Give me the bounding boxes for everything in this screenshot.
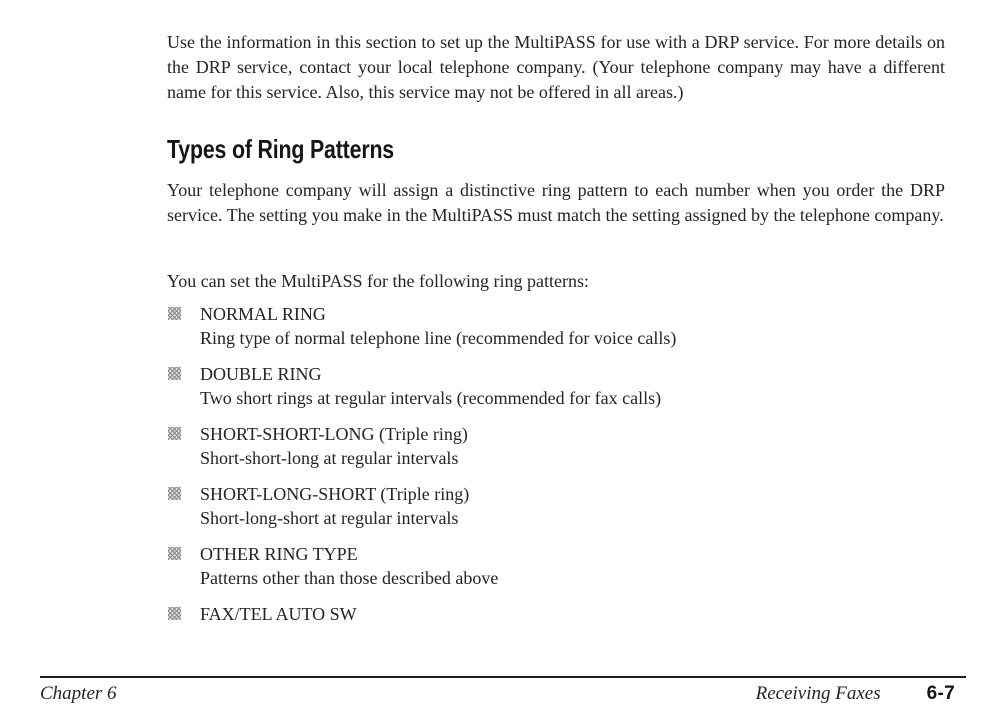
- ring-pattern-description: Two short rings at regular intervals (recommended for fax calls): [200, 388, 662, 408]
- list-intro: You can set the MultiPASS for the following ring patterns:: [167, 271, 589, 291]
- ring-pattern-name: OTHER RING TYPE: [200, 544, 358, 564]
- list-item: [167, 602, 945, 626]
- square-bullet-icon: [168, 607, 181, 620]
- square-bullet-icon: [168, 427, 181, 440]
- list-item: [167, 482, 945, 530]
- ring-pattern-name: SHORT-SHORT-LONG (Triple ring): [200, 424, 468, 444]
- square-bullet-icon: [168, 307, 181, 320]
- square-bullet-icon: [168, 547, 181, 560]
- list-item: [167, 362, 945, 410]
- ring-pattern-name: SHORT-LONG-SHORT (Triple ring): [200, 484, 470, 504]
- intro-paragraph: Use the information in this section to set up the MultiPASS for use with a DRP service. For more details on the DRP service, contact your local telephone company. (Your telephone company may have a different name for this service. Also, this service may not be offered in all areas.): [167, 32, 945, 102]
- ring-pattern-description: Short-short-long at regular intervals: [200, 448, 459, 468]
- ring-pattern-description: Ring type of normal telephone line (recommended for voice calls): [200, 328, 677, 348]
- footer-right-group: [756, 683, 955, 705]
- section-paragraph: Your telephone company will assign a distinctive ring pattern to each number when you order the DRP service. The setting you make in the MultiPASS must match the setting assigned by the telephone company.: [167, 180, 945, 225]
- footer-section-title: Receiving Faxes: [755, 683, 881, 704]
- square-bullet-icon: [168, 487, 181, 500]
- footer-chapter: Chapter 6: [40, 683, 117, 704]
- section-heading: Types of Ring Patterns: [167, 134, 394, 164]
- ring-pattern-description: Patterns other than those described above: [200, 568, 499, 588]
- ring-pattern-list: [167, 302, 945, 638]
- footer-rule: [40, 676, 966, 678]
- list-item: [167, 422, 945, 470]
- list-item: [167, 542, 945, 590]
- list-item: [167, 302, 945, 350]
- footer-page-number: 6-7: [926, 683, 955, 704]
- ring-pattern-name: DOUBLE RING: [200, 364, 322, 384]
- square-bullet-icon: [168, 367, 181, 380]
- ring-pattern-description: Short-long-short at regular intervals: [200, 508, 459, 528]
- ring-pattern-name: FAX/TEL AUTO SW: [200, 604, 357, 624]
- ring-pattern-name: NORMAL RING: [200, 304, 326, 324]
